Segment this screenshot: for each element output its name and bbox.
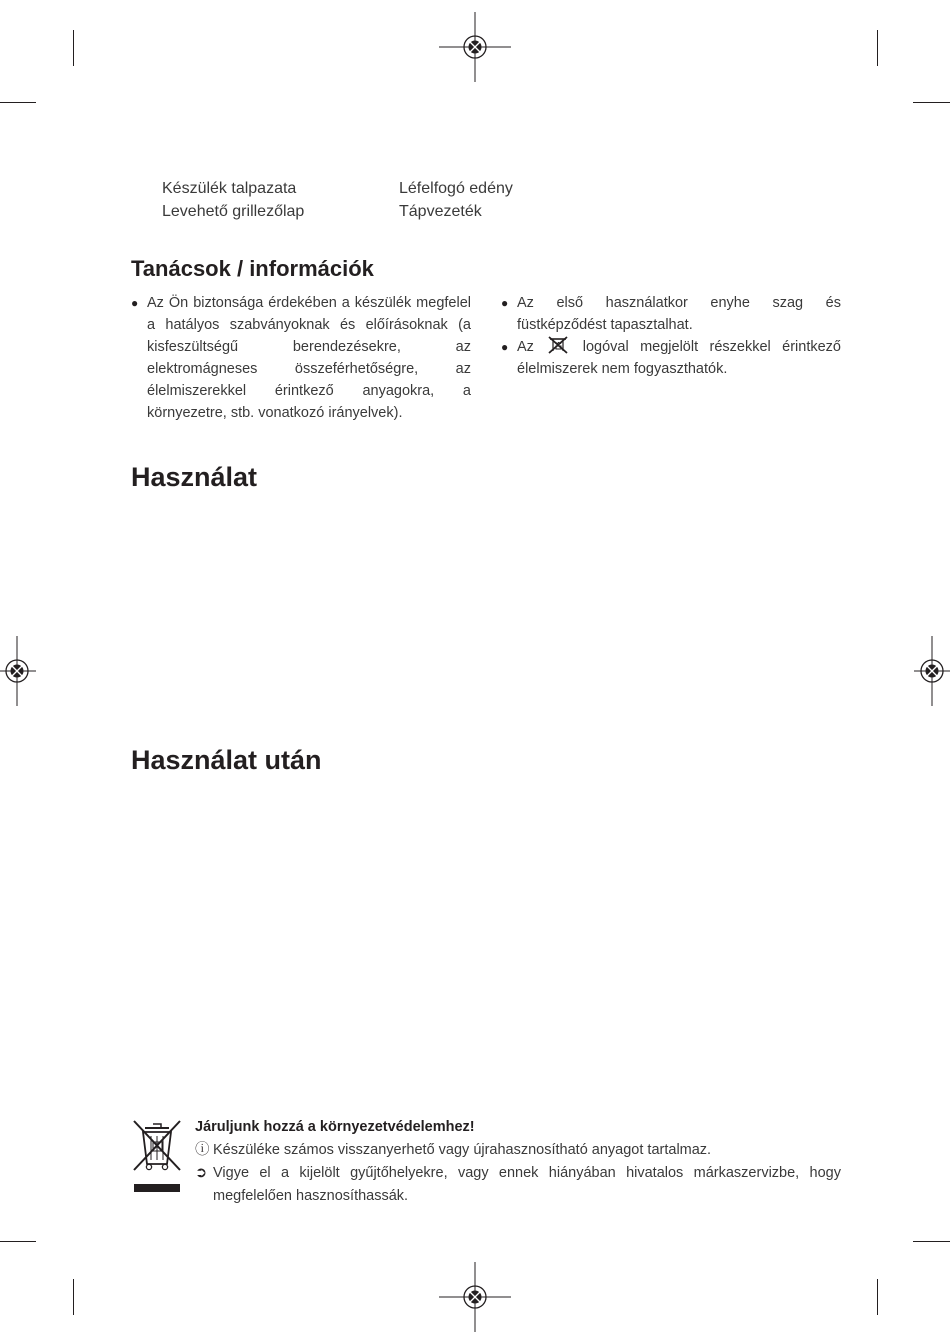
registration-mark-icon [0,636,36,706]
environment-notice [195,1116,841,1208]
crop-mark [913,102,950,103]
list-item [131,292,471,424]
parts-list-right [399,177,513,223]
nofood-tip-prefix: Az [517,339,534,355]
crop-mark [0,102,36,103]
crop-mark [877,30,878,66]
part-grill-plate: Levehető grillezőlap [162,203,305,220]
crop-mark [0,1241,36,1242]
parts-list-left [162,177,304,223]
info-icon: ⓘ [195,1142,210,1158]
tips-right-column [501,292,841,380]
list-item [501,336,841,380]
list-item [501,292,841,336]
nofood-tip-suffix: logóval megjelölt részekkel érintkező élelmiszerek nem fogyaszthatók. [517,339,841,377]
first-use-tip-text: Az első használatkor enyhe szag és füstképződést tapasztalhat. [517,295,841,333]
bullet-icon: ● [501,296,509,310]
after-usage-heading: Használat után [131,745,322,775]
tips-heading: Tanácsok / információk [131,256,374,281]
environment-info-text: Készüléke számos visszanyerhető vagy újrahasznosítható anyagot tartalmaz. [213,1142,712,1158]
part-drip-tray: Léfelfogó edény [399,180,513,197]
bullet-icon: ● [501,340,509,354]
part-base: Készülék talpazata [162,180,297,197]
environment-info-line [195,1139,841,1162]
crop-mark [73,1279,74,1315]
registration-mark-icon [439,12,511,82]
registration-mark-icon [914,636,950,706]
usage-heading: Használat [131,462,258,492]
crop-mark [913,1241,950,1242]
registration-mark-icon [439,1262,511,1332]
safety-tip-text: Az Ön biztonsága érdekében a készülék megfelel a hatályos szabványoknak és előírásoknak (a kisfeszültségű berendezésekre, az elektromágneses összeférhetőségre, az élelmiszerekkel érintkező anyagokra, a környezetre, stb. vonatkozó irányelvek). [147,295,471,421]
environment-action-line [195,1162,841,1208]
part-power-cord: Tápvezeték [399,203,482,220]
crop-mark [73,30,74,66]
bullet-icon: ● [131,296,139,310]
no-food-contact-icon [547,336,569,354]
tips-left-column [131,292,471,424]
environment-title: Járuljunk hozzá a környezetvédelemhez! [195,1119,475,1135]
environment-action-text: Vigye el a kijelölt gyűjtőhelyekre, vagy ennek hiányában hivatalos márkaszervizbe, hogy megfelelően hasznosíthassák. [213,1165,841,1204]
crossed-out-bin-icon [131,1118,183,1194]
arrow-icon: ➲ [195,1165,208,1181]
crop-mark [877,1279,878,1315]
